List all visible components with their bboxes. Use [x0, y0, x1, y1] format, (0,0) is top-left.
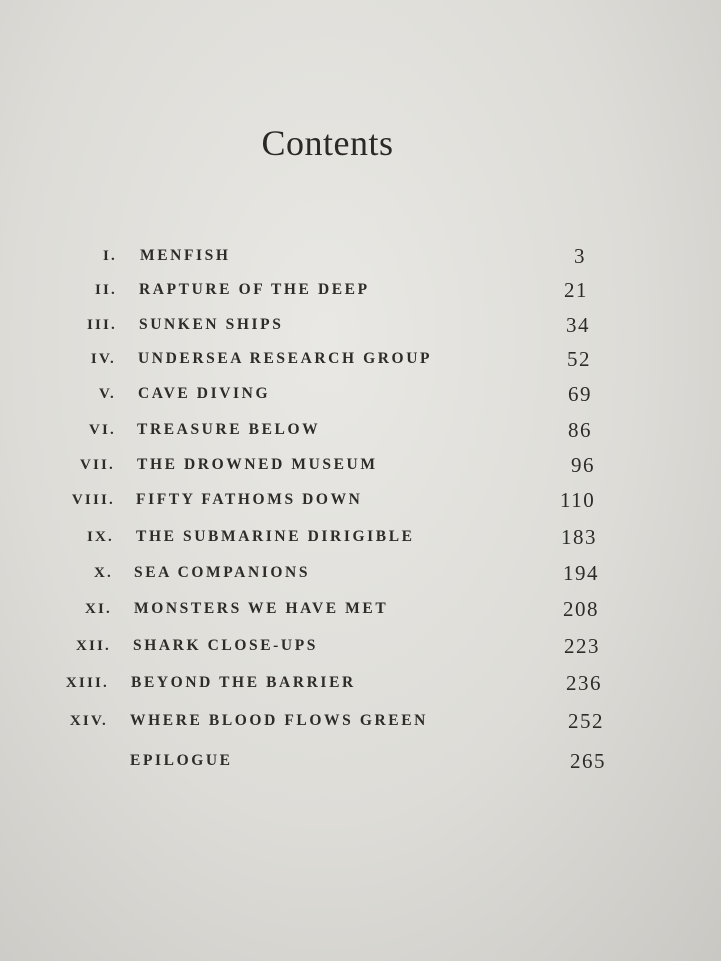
- chapter-number: II.: [94, 282, 117, 298]
- toc-entry: [0, 671, 721, 701]
- page-number: 194: [563, 561, 599, 585]
- chapter-number: X.: [94, 565, 113, 581]
- toc-entry: [0, 278, 721, 308]
- chapter-title: BEYOND THE BARRIER: [131, 674, 356, 691]
- page-number: 96: [571, 453, 595, 477]
- toc-entry: [0, 749, 721, 779]
- chapter-number: V.: [98, 386, 116, 402]
- chapter-number: VII.: [79, 457, 115, 473]
- chapter-title: THE SUBMARINE DIRIGIBLE: [136, 528, 415, 545]
- page-number: 223: [564, 634, 600, 658]
- chapter-title: MONSTERS WE HAVE MET: [134, 600, 389, 617]
- chapter-title: TREASURE BELOW: [137, 421, 321, 438]
- toc-entry: [0, 488, 721, 518]
- chapter-number: XIV.: [69, 713, 108, 729]
- toc-entry: [0, 347, 721, 377]
- toc-entry: [0, 244, 721, 274]
- chapter-title: WHERE BLOOD FLOWS GREEN: [130, 712, 428, 729]
- chapter-number: XIII.: [65, 675, 109, 691]
- page-number: 3: [574, 244, 586, 268]
- toc-entry: [0, 453, 721, 483]
- chapter-title: THE DROWNED MUSEUM: [137, 456, 378, 473]
- chapter-number: VIII.: [71, 492, 115, 508]
- page-number: 236: [566, 671, 602, 695]
- toc-entry: [0, 597, 721, 627]
- page-number: 34: [566, 313, 590, 337]
- chapter-title: RAPTURE OF THE DEEP: [139, 281, 370, 298]
- chapter-number: XI.: [84, 601, 112, 617]
- chapter-number: I.: [103, 248, 117, 264]
- page-number: 252: [568, 709, 604, 733]
- page-number: 110: [560, 488, 596, 512]
- chapter-number: IV.: [90, 351, 116, 367]
- page-number: 69: [568, 382, 592, 406]
- page-number: 52: [567, 347, 591, 371]
- chapter-title: UNDERSEA RESEARCH GROUP: [138, 350, 433, 367]
- page-number: 208: [563, 597, 599, 621]
- chapter-number: VI.: [88, 422, 116, 438]
- page-number: 183: [561, 525, 597, 549]
- chapter-number: III.: [86, 317, 117, 333]
- toc-entry: [0, 382, 721, 412]
- page-title: Contents: [261, 123, 394, 163]
- chapter-title: MENFISH: [140, 247, 231, 264]
- page-number: 86: [568, 418, 592, 442]
- chapter-number: XII.: [75, 638, 111, 654]
- toc-entry: [0, 634, 721, 664]
- chapter-number: IX.: [86, 529, 114, 545]
- chapter-title: EPILOGUE: [130, 752, 233, 769]
- chapter-title: FIFTY FATHOMS DOWN: [136, 491, 363, 508]
- chapter-title: CAVE DIVING: [138, 385, 271, 402]
- toc-entry: [0, 525, 721, 555]
- chapter-title: SEA COMPANIONS: [134, 564, 311, 581]
- toc-entry: [0, 709, 721, 739]
- toc-entry: [0, 418, 721, 448]
- page-number: 265: [570, 749, 606, 773]
- chapter-title: SUNKEN SHIPS: [139, 316, 284, 333]
- chapter-title: SHARK CLOSE-UPS: [133, 637, 318, 654]
- toc-entry: [0, 313, 721, 343]
- page-number: 21: [564, 278, 588, 302]
- toc-entry: [0, 561, 721, 591]
